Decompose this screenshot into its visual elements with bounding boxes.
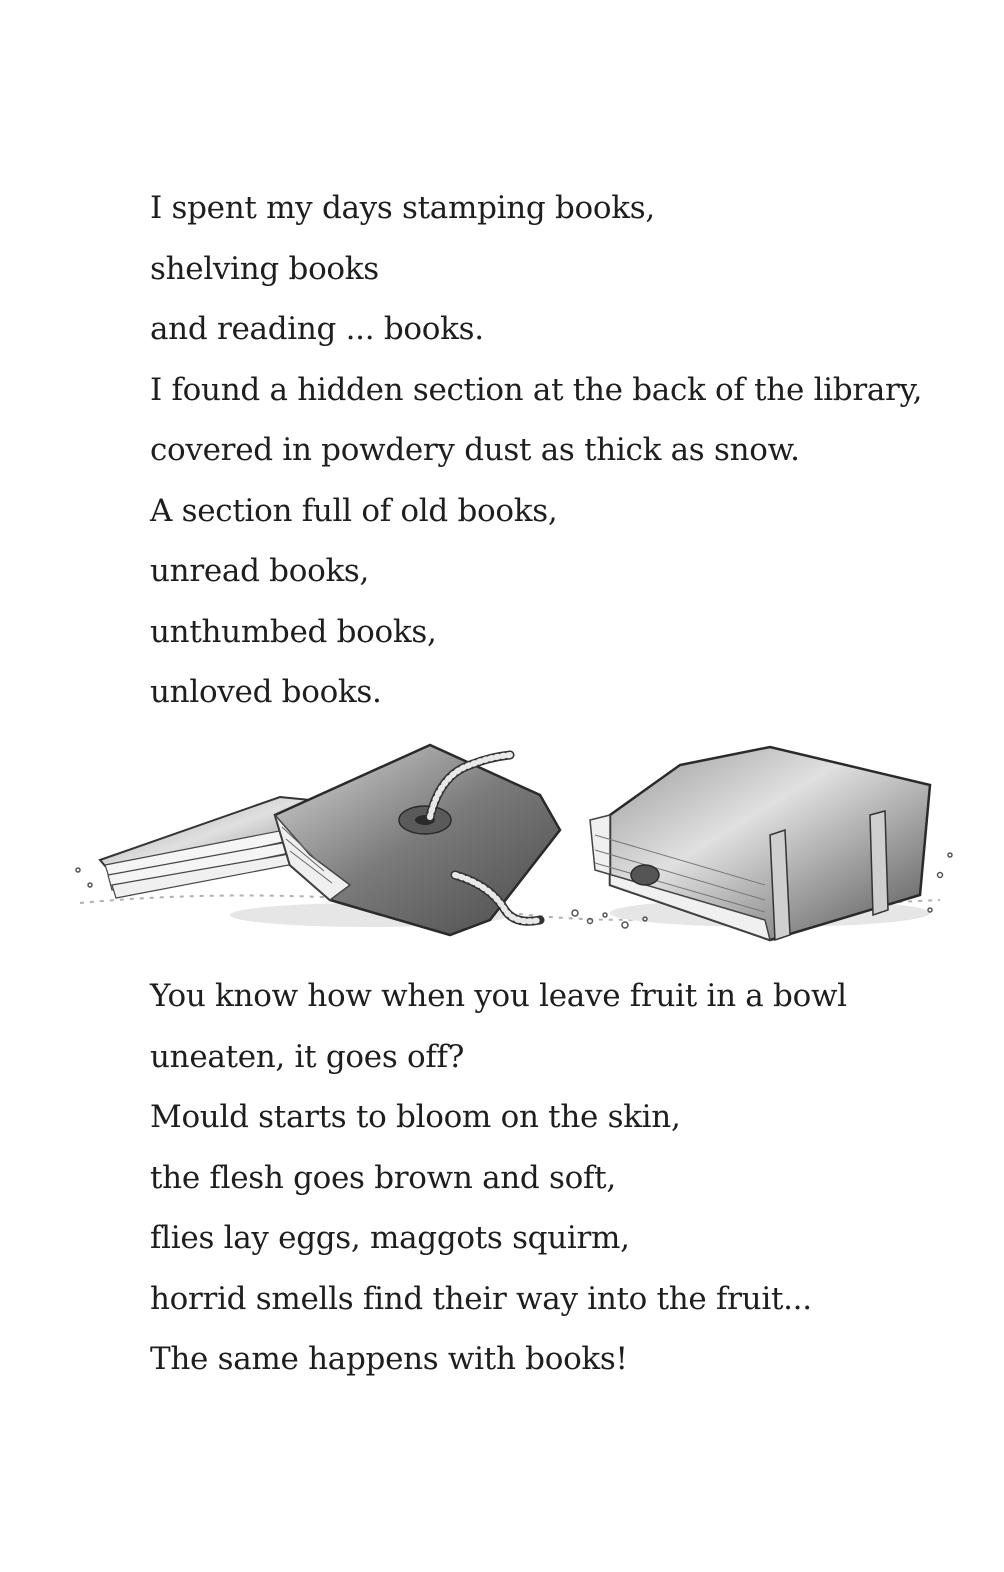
stanza-2 [150,966,847,1390]
text-line: I found a hidden section at the back of the library, [150,371,923,408]
text-line: unthumbed books, [150,613,437,650]
old-books-illustration [70,735,960,945]
text-line: and reading ... books. [150,311,484,347]
text-line: The same happens with books! [150,1341,628,1377]
text-line: You know how when you leave fruit in a bowl [150,978,847,1014]
text-line: covered in powdery dust as thick as snow. [150,432,800,468]
text-line: flies lay eggs, maggots squirm, [150,1220,630,1256]
text-line: the flesh goes brown and soft, [150,1159,616,1196]
text-line: unread books, [150,553,370,589]
text-line: horrid smells find their way into the fruit... [150,1280,812,1317]
text-line: unloved books. [150,674,382,710]
text-line: A section full of old books, [150,492,558,529]
text-line: uneaten, it goes off? [150,1038,465,1075]
text-line: Mould starts to bloom on the skin, [150,1099,681,1135]
text-line: shelving books [150,250,379,287]
text-line: I spent my days stamping books, [150,190,655,226]
stanza-1 [150,178,922,723]
